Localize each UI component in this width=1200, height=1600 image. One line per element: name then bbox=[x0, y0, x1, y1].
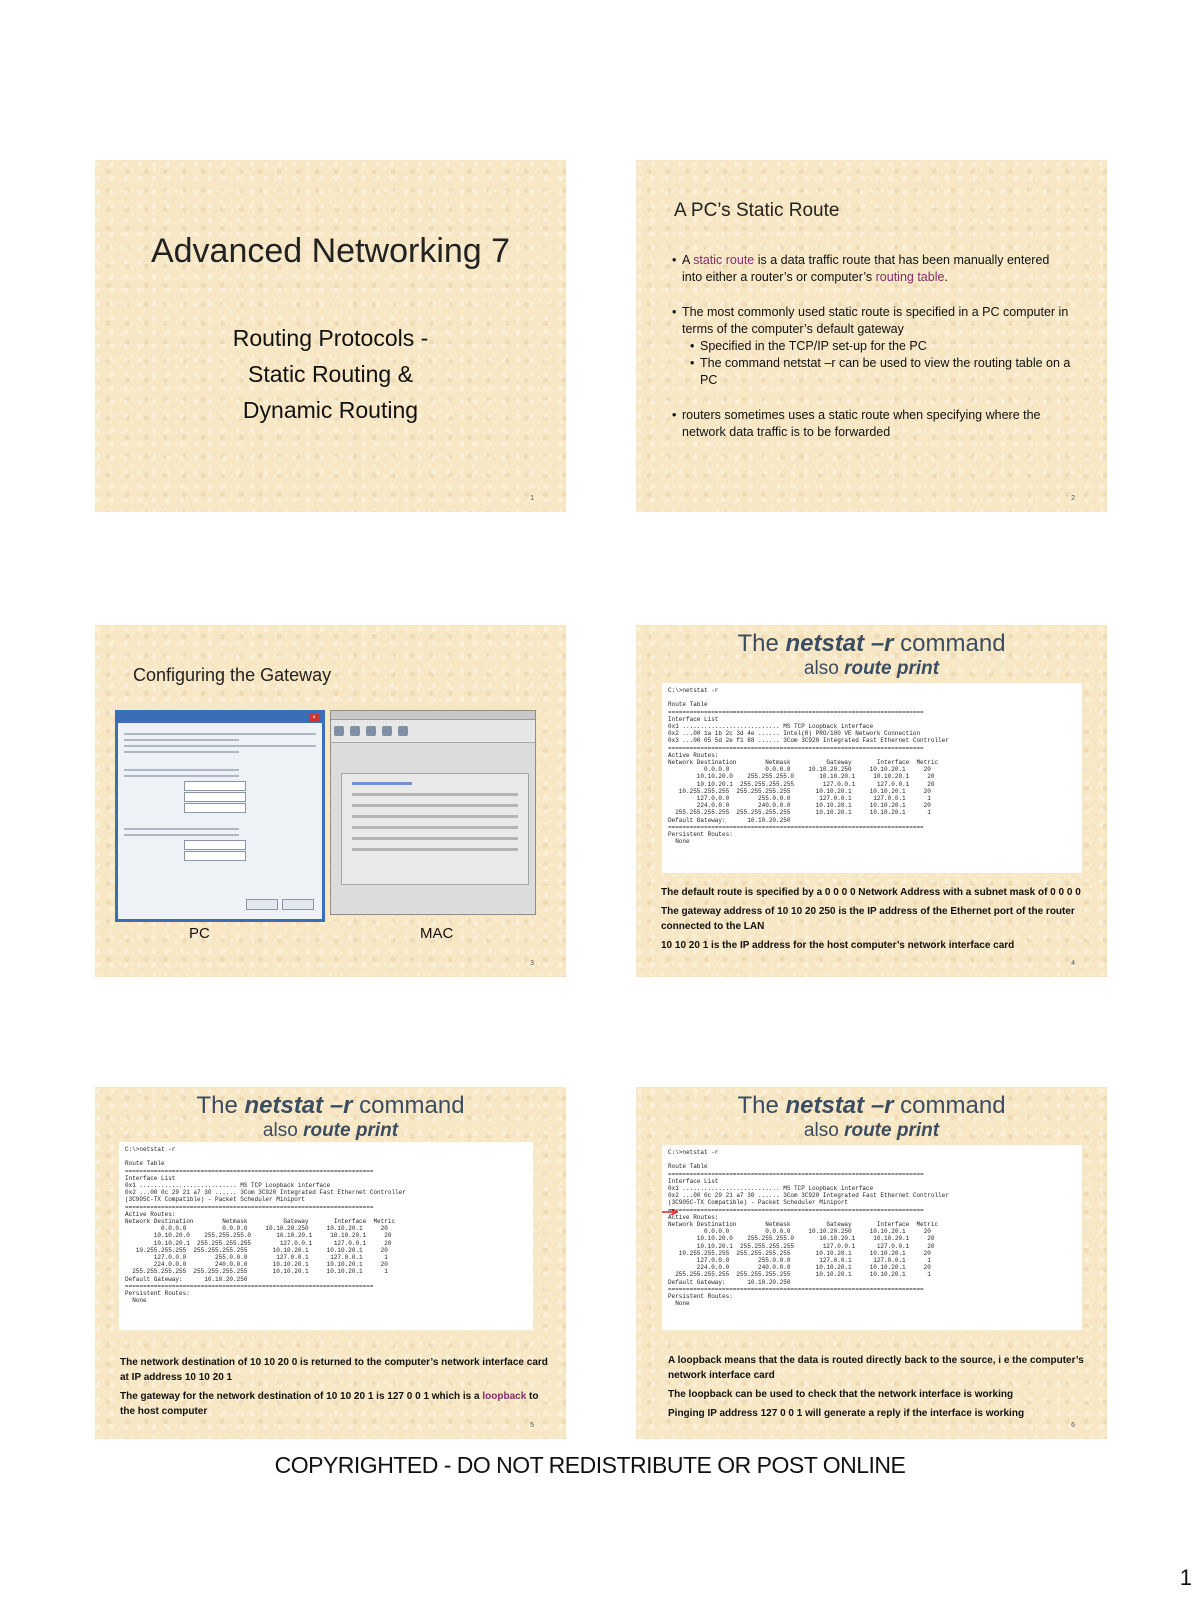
slide-5 bbox=[95, 1087, 566, 1439]
note: Pinging IP address 127 0 0 1 will generate a reply if the interface is working bbox=[668, 1408, 1025, 1419]
note: The loopback can be used to check that the network interface is working bbox=[668, 1389, 1014, 1400]
slide-1 bbox=[95, 160, 566, 512]
sub-bullet-item: • The command netstat –r can be used to view the routing table on a PC bbox=[690, 355, 1072, 389]
highlight-term: static route bbox=[693, 253, 755, 267]
slide-subtitle bbox=[95, 320, 566, 428]
note: The gateway for the network destination of 10 10 20 1 is 127 0 0 1 which is a loopback to the host computer bbox=[120, 1391, 539, 1417]
slide-heading: The netstat –r command bbox=[737, 1092, 1006, 1119]
slide-page-number: 5 bbox=[530, 1422, 534, 1429]
command-name: route print bbox=[844, 658, 940, 679]
close-icon: × bbox=[309, 714, 319, 722]
toolbar bbox=[331, 720, 535, 743]
slide-6 bbox=[636, 1087, 1107, 1439]
note: 10 10 20 1 is the IP address for the host computer’s network interface card bbox=[661, 940, 1015, 951]
slide-3 bbox=[95, 625, 566, 977]
command-name: route print bbox=[303, 1120, 399, 1141]
slide-subheading: also route print bbox=[803, 1120, 940, 1141]
slide-notes bbox=[120, 1355, 550, 1423]
command-name: netstat –r bbox=[785, 630, 894, 657]
slide-page-number: 6 bbox=[1071, 1422, 1075, 1429]
copyright-notice: COPYRIGHTED - DO NOT REDISTRIBUTE OR POST ONLINE bbox=[274, 1452, 906, 1478]
dialog-titlebar bbox=[118, 713, 322, 723]
settings-pane bbox=[341, 773, 529, 885]
terminal-output: C:\>netstat -r Route Table ======================================================================= Interface List 0x1 ........................... MS TCP Loopback interface 0x2 ...00 0c 29 21 a7 30 ...... 3Com 3C920 Integrated Fast Ethernet Controller (3C905C-TX Compatible) - Packet Scheduler Miniport ======================================================================= Active Routes: Network Destination Netmask Gateway Interface Metric 0.0.0.0 0.0.0.0 10.10.20.250 10.10.20.1 20 10.10.20.0 255.255.255.0 10.10.20.1 10.10.20.1 20 10.10.20.1 255.255.255.255 127.0.0.1 127.0.0.1 20 10.255.255.255 255.255.255.255 10.10.20.1 10.10.20.1 20 127.0.0.0 255.0.0.0 127.0.0.1 127.0.0.1 1 224.0.0.0 240.0.0.0 10.10.20.1 10.10.20.1 20 255.255.255.255 255.255.255.255 10.10.20.1 10.10.20.1 1 Default Gateway: 10.10.20.250 ======================================================================= Persistent Routes: None bbox=[662, 1145, 1082, 1330]
ip-address-field bbox=[184, 781, 246, 791]
mac-label: MAC bbox=[420, 925, 454, 942]
slide-heading: A PC’s Static Route bbox=[674, 200, 840, 221]
subtitle-line: Dynamic Routing bbox=[242, 397, 419, 423]
slide-heading: Configuring the Gateway bbox=[133, 665, 332, 685]
slide-page-number: 1 bbox=[530, 495, 534, 502]
sub-bullet-item: • Specified in the TCP/IP set-up for the PC bbox=[690, 338, 1072, 355]
slide-page-number: 2 bbox=[1071, 495, 1075, 502]
command-name: route print bbox=[844, 1120, 940, 1141]
sheet-page-number: 1 bbox=[1179, 1565, 1192, 1590]
bullet-item: • The most commonly used static route is specified in a PC computer in terms of the computer’s default gateway bbox=[672, 304, 1072, 338]
bullet-item: • A static route is a data traffic route that has been manually entered into either a router’s or computer’s routing table. bbox=[672, 252, 1072, 286]
red-arrow-icon bbox=[662, 1209, 678, 1215]
pc-label: PC bbox=[189, 925, 210, 942]
command-name: netstat –r bbox=[785, 1092, 894, 1119]
slide-heading: The netstat –r command bbox=[196, 1092, 465, 1119]
dns-field bbox=[184, 840, 246, 850]
bullet-item: • routers sometimes uses a static route when specifying where the network data traffic is to be forwarded bbox=[672, 407, 1072, 441]
slide-2 bbox=[636, 160, 1107, 512]
subnet-mask-field bbox=[184, 792, 246, 802]
note: The default route is specified by a 0 0 0 0 Network Address with a subnet mask of 0 0 0 0 bbox=[661, 887, 1081, 898]
window-titlebar bbox=[331, 711, 535, 720]
note: The gateway address of 10 10 20 250 is the IP address of the Ethernet port of the router connected to the LAN bbox=[661, 906, 1075, 932]
slide-page-number: 4 bbox=[1071, 960, 1075, 967]
highlight-term: loopback bbox=[482, 1391, 527, 1402]
default-gateway-field bbox=[184, 803, 246, 813]
pc-tcpip-dialog-screenshot bbox=[115, 710, 325, 922]
slide-page-number: 3 bbox=[530, 960, 534, 967]
slide-notes bbox=[668, 1353, 1093, 1425]
terminal-output: C:\>netstat -r Route Table ===================================================================== Interface List 0x1 ........................... MS TCP Loopback interface 0x2 ...00 0c 29 21 a7 30 ...... 3Com 3C920 Integrated Fast Ethernet Controller (3C905C-TX Compatible) - Packet Scheduler Miniport ===================================================================== Active Routes: Network Destination Netmask Gateway Interface Metric 0.0.0.0 0.0.0.0 10.10.20.250 10.10.20.1 20 10.10.20.0 255.255.255.0 10.10.20.1 10.10.20.1 20 10.10.20.1 255.255.255.255 127.0.0.1 127.0.0.1 20 10.255.255.255 255.255.255.255 10.10.20.1 10.10.20.1 20 127.0.0.0 255.0.0.0 127.0.0.1 127.0.0.1 1 224.0.0.0 240.0.0.0 10.10.20.1 10.10.20.1 20 255.255.255.255 255.255.255.255 10.10.20.1 10.10.20.1 1 Default Gateway: 10.10.20.250 ===================================================================== Persistent Routes: None bbox=[119, 1142, 533, 1330]
slide-notes bbox=[661, 885, 1091, 957]
note: The network destination of 10 10 20 0 is returned to the computer’s network interface card at IP address 10 10 20 1 bbox=[120, 1357, 548, 1383]
mac-network-prefs-screenshot bbox=[330, 710, 536, 915]
slide-heading: The netstat –r command bbox=[737, 630, 1006, 657]
note: A loopback means that the data is routed directly back to the source, i e the computer’s network interface card bbox=[668, 1355, 1084, 1381]
command-name: netstat –r bbox=[244, 1092, 353, 1119]
terminal-output: C:\>netstat -r Route Table ======================================================================= Interface List 0x1 ........................... MS TCP Loopback interface 0x2 ...00 1a 1b 2c 3d 4e ...... Intel(R) PRO/100 VE Network Connection 0x3 ...00 05 5d 2e f1 88 ...... 3Com 3C920 Integrated Fast Ethernet Controller ======================================================================= Active Routes: Network Destination Netmask Gateway Interface Metric 0.0.0.0 0.0.0.0 10.10.20.250 10.10.20.1 20 10.10.20.0 255.255.255.0 10.10.20.1 10.10.20.1 20 10.10.20.1 255.255.255.255 127.0.0.1 127.0.0.1 20 10.255.255.255 255.255.255.255 10.10.20.1 10.10.20.1 20 127.0.0.0 255.0.0.0 127.0.0.1 127.0.0.1 1 224.0.0.0 240.0.0.0 10.10.20.1 10.10.20.1 20 255.255.255.255 255.255.255.255 10.10.20.1 10.10.20.1 1 Default Gateway: 10.10.20.250 ======================================================================= Persistent Routes: None bbox=[662, 683, 1082, 873]
slide-title: Advanced Networking 7 bbox=[150, 232, 511, 270]
dialog-buttons bbox=[242, 899, 314, 911]
subtitle-line: Routing Protocols - bbox=[232, 325, 429, 351]
dns-field bbox=[184, 851, 246, 861]
slide-4 bbox=[636, 625, 1107, 977]
highlight-term: routing table bbox=[875, 270, 945, 284]
bullet-list bbox=[672, 252, 1072, 441]
subtitle-line: Static Routing & bbox=[248, 361, 413, 387]
slide-subheading: also route print bbox=[262, 1120, 399, 1141]
slide-subheading: also route print bbox=[803, 658, 940, 679]
